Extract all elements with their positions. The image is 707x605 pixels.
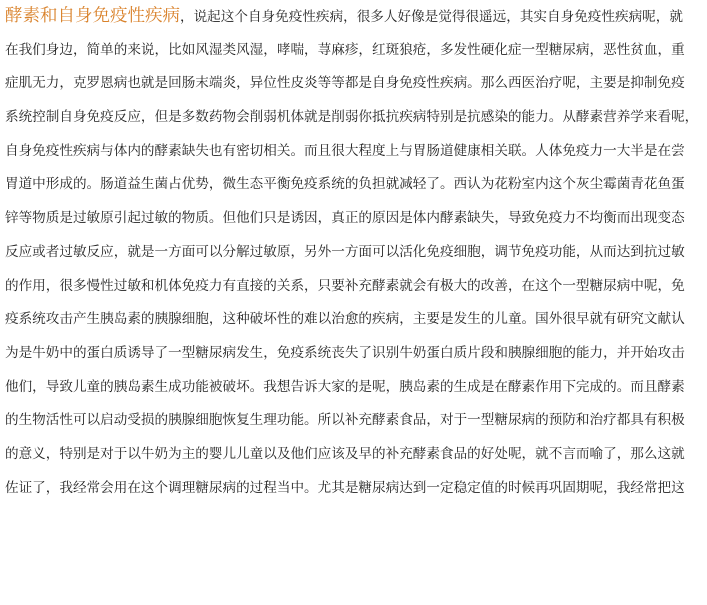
article-line-7: 锌等物质是过敏原引起过敏的物质。但他们只是诱因，真正的原因是体内酵素缺失，导致免疫力不均衡而出现变态 xyxy=(5,210,685,227)
article-line-10: 疫系统攻击产生胰岛素的胰腺细胞，这种破坏性的难以治愈的疾病，主要是发生的儿童。国外很早就有研究文献认 xyxy=(5,311,685,328)
article-line-14: 的意义，特别是对于以牛奶为主的婴儿儿童以及他们应该及早的补充酵素食品的好处呢，就不言而喻了，那么这就 xyxy=(5,445,685,462)
article-body xyxy=(5,0,705,505)
article-line-5: 自身免疫性疾病与体内的酵素缺失也有密切相关。而且很大程度上与胃肠道健康相关联。人体免疫力一大半是在尝 xyxy=(5,142,685,159)
article-line-1 xyxy=(5,0,705,34)
article-title: 酵素和自身免疫性疾病 xyxy=(5,6,180,26)
article-line-4: 系统控制自身免疫反应，但是多数药物会削弱机体就是削弱你抵抗疾病特别是抗感染的能力。从酵素营养学来看呢， xyxy=(5,109,699,126)
article-line-2: 在我们身边，简单的来说，比如风湿类风湿，哮喘，荨麻疹，红斑狼疮，多发性硬化症一型糖尿病，恶性贫血，重 xyxy=(5,41,685,58)
article-line-11: 为是牛奶中的蛋白质诱导了一型糖尿病发生，免疫系统丧失了识别牛奶蛋白质片段和胰腺细胞的能力，并开始攻击 xyxy=(5,344,685,361)
article-line-6: 胃道中形成的。肠道益生菌占优势，微生态平衡免疫系统的负担就减轻了。西认为花粉室内这个灰尘霉菌青花鱼蛋 xyxy=(5,176,685,193)
article-line-9: 的作用，很多慢性过敏和机体免疫力有直接的关系，只要补充酵素就会有极大的改善，在这个一型糖尿病中呢，免 xyxy=(5,277,685,294)
article-line-8: 反应或者过敏反应，就是一方面可以分解过敏原，另外一方面可以活化免疫细胞，调节免疫功能，从而达到抗过敏 xyxy=(5,243,685,260)
article-line-15: 佐证了，我经常会用在这个调理糖尿病的过程当中。尤其是糖尿病达到一定稳定值的时候再巩固期呢，我经常把这 xyxy=(5,479,685,496)
article-line-12: 他们，导致儿童的胰岛素生成功能被破坏。我想告诉大家的是呢，胰岛素的生成是在酵素作用下完成的。而且酵素 xyxy=(5,378,685,395)
article-text: ，说起这个自身免疫性疾病，很多人好像是觉得很遥远，其实自身免疫性疾病呢，就 xyxy=(180,9,683,25)
article-line-13: 的生物活性可以启动受损的胰腺细胞恢复生理功能。所以补充酵素食品，对于一型糖尿病的预防和治疗都具有积极 xyxy=(5,412,685,429)
article-line-3: 症肌无力，克罗恩病也就是回肠末端炎，异位性皮炎等等都是自身免疫性疾病。那么西医治疗呢，主要是抑制免疫 xyxy=(5,75,685,92)
